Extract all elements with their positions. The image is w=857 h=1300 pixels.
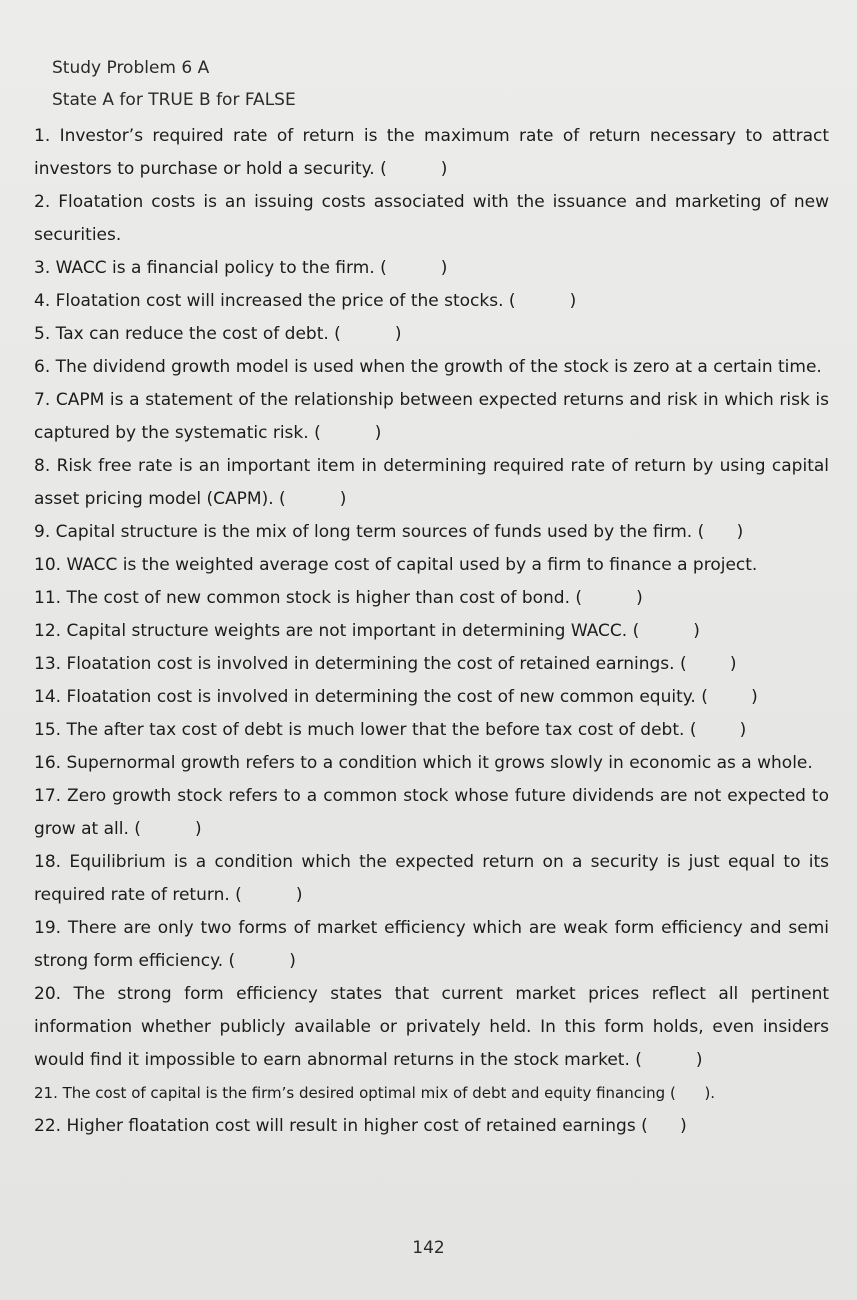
question-item: [34, 252, 829, 285]
question-item: [34, 648, 829, 681]
question-item: [34, 978, 829, 1077]
question-number: 2.: [34, 192, 51, 212]
answer-blank[interactable]: ( ): [334, 324, 402, 344]
question-text: Tax can reduce the cost of debt.: [55, 324, 329, 344]
question-text: The after tax cost of debt is much lower that the before tax cost of debt.: [66, 720, 685, 740]
question-text: The cost of new common stock is higher than cost of bond.: [66, 588, 571, 608]
question-text: CAPM is a statement of the relationship between expected returns and risk in which risk is captured by the systematic risk.: [34, 390, 830, 443]
question-number: 15.: [34, 720, 62, 740]
answer-blank[interactable]: ( ): [632, 621, 700, 641]
instruction-line: State A for TRUE B for FALSE: [52, 90, 296, 110]
question-number: 13.: [34, 654, 62, 674]
question-item: [34, 1077, 829, 1110]
question-number: 5.: [34, 324, 51, 344]
question-item: [34, 615, 829, 648]
answer-blank[interactable]: ( ): [134, 819, 202, 839]
answer-blank[interactable]: ( ): [508, 291, 577, 311]
question-text: Floatation costs is an issuing costs associated with the issuance and marketing of new securities.: [34, 192, 830, 245]
question-item: [34, 681, 829, 714]
question-number: 11.: [34, 588, 62, 608]
question-item: [34, 846, 829, 912]
question-number: 18.: [34, 852, 62, 872]
question-text: The strong form efficiency states that current market prices reflect all pertinent information whether publicly available or privately held. In this form holds, even insiders would find it impossible to earn abnormal returns in the stock market.: [34, 984, 830, 1070]
question-item: [34, 318, 829, 351]
question-number: 8.: [34, 456, 51, 476]
question-text: Floatation cost will increased the price of the stocks.: [55, 291, 504, 311]
question-text: Capital structure is the mix of long term sources of funds used by the firm.: [55, 522, 693, 542]
question-text: Risk free rate is an important item in determining required rate of return by using capital asset pricing model (CAPM).: [34, 456, 829, 509]
question-item: [34, 516, 829, 549]
question-text: Supernormal growth refers to a condition which it grows slowly in economic as a whole.: [66, 753, 813, 773]
question-number: 20.: [34, 984, 62, 1004]
question-item: [34, 549, 829, 582]
question-item: [34, 384, 829, 450]
answer-blank[interactable]: ( ): [575, 588, 643, 608]
question-item: [34, 186, 829, 252]
question-text: Investor’s required rate of return is the maximum rate of return necessary to attract investors to purchase or hold a security.: [34, 126, 830, 179]
question-text: Floatation cost is involved in determining the cost of new common equity.: [66, 687, 696, 707]
answer-blank[interactable]: ( ).: [669, 1084, 716, 1102]
header: [34, 52, 829, 116]
question-text: Capital structure weights are not important in determining WACC.: [66, 621, 628, 641]
answer-blank[interactable]: ( ): [380, 258, 448, 278]
question-item: [34, 714, 829, 747]
question-number: 14.: [34, 687, 62, 707]
question-number: 17.: [34, 786, 62, 806]
question-text: WACC is a financial policy to the firm.: [55, 258, 375, 278]
question-item: [34, 1110, 829, 1143]
question-number: 9.: [34, 522, 51, 542]
question-text: Floatation cost is involved in determining the cost of retained earnings.: [66, 654, 675, 674]
question-item: [34, 450, 829, 516]
answer-blank[interactable]: ( ): [279, 489, 347, 509]
question-item: [34, 747, 829, 780]
question-text: There are only two forms of market efficiency which are weak form efficiency and semi strong form efficiency.: [34, 918, 830, 971]
question-number: 22.: [34, 1116, 62, 1136]
question-text: Zero growth stock refers to a common stock whose future dividends are not expected to grow at all.: [34, 786, 830, 839]
question-number: 16.: [34, 753, 62, 773]
section-title: Study Problem 6 A: [52, 58, 210, 78]
question-item: [34, 582, 829, 615]
question-number: 4.: [34, 291, 51, 311]
question-item: [34, 285, 829, 318]
question-number: 21.: [34, 1084, 58, 1102]
question-text: Equilibrium is a condition which the expected return on a security is just equal to its required rate of return.: [34, 852, 829, 905]
answer-blank[interactable]: ( ): [641, 1116, 687, 1136]
question-item: [34, 780, 829, 846]
answer-blank[interactable]: ( ): [679, 654, 737, 674]
answer-blank[interactable]: ( ): [380, 159, 448, 179]
question-number: 1.: [34, 126, 51, 146]
question-number: 7.: [34, 390, 51, 410]
question-text: The dividend growth model is used when the growth of the stock is zero at a certain time.: [55, 357, 822, 377]
answer-blank[interactable]: ( ): [701, 687, 758, 707]
question-text: WACC is the weighted average cost of capital used by a firm to finance a project.: [66, 555, 758, 575]
answer-blank[interactable]: ( ): [228, 951, 296, 971]
question-number: 6.: [34, 357, 51, 377]
question-number: 10.: [34, 555, 62, 575]
question-number: 3.: [34, 258, 51, 278]
question-text: Higher floatation cost will result in higher cost of retained earnings: [66, 1116, 636, 1136]
question-number: 19.: [34, 918, 62, 938]
question-number: 12.: [34, 621, 62, 641]
page-number: 142: [412, 1238, 445, 1258]
question-text: The cost of capital is the firm’s desired optimal mix of debt and equity financing: [62, 1084, 666, 1102]
answer-blank[interactable]: ( ): [235, 885, 303, 905]
answer-blank[interactable]: ( ): [314, 423, 382, 443]
answer-blank[interactable]: ( ): [697, 522, 744, 542]
answer-blank[interactable]: ( ): [689, 720, 747, 740]
question-item: [34, 120, 829, 186]
question-item: [34, 351, 829, 384]
answer-blank[interactable]: ( ): [635, 1050, 703, 1070]
question-item: [34, 912, 829, 978]
question-list: [34, 120, 829, 1143]
